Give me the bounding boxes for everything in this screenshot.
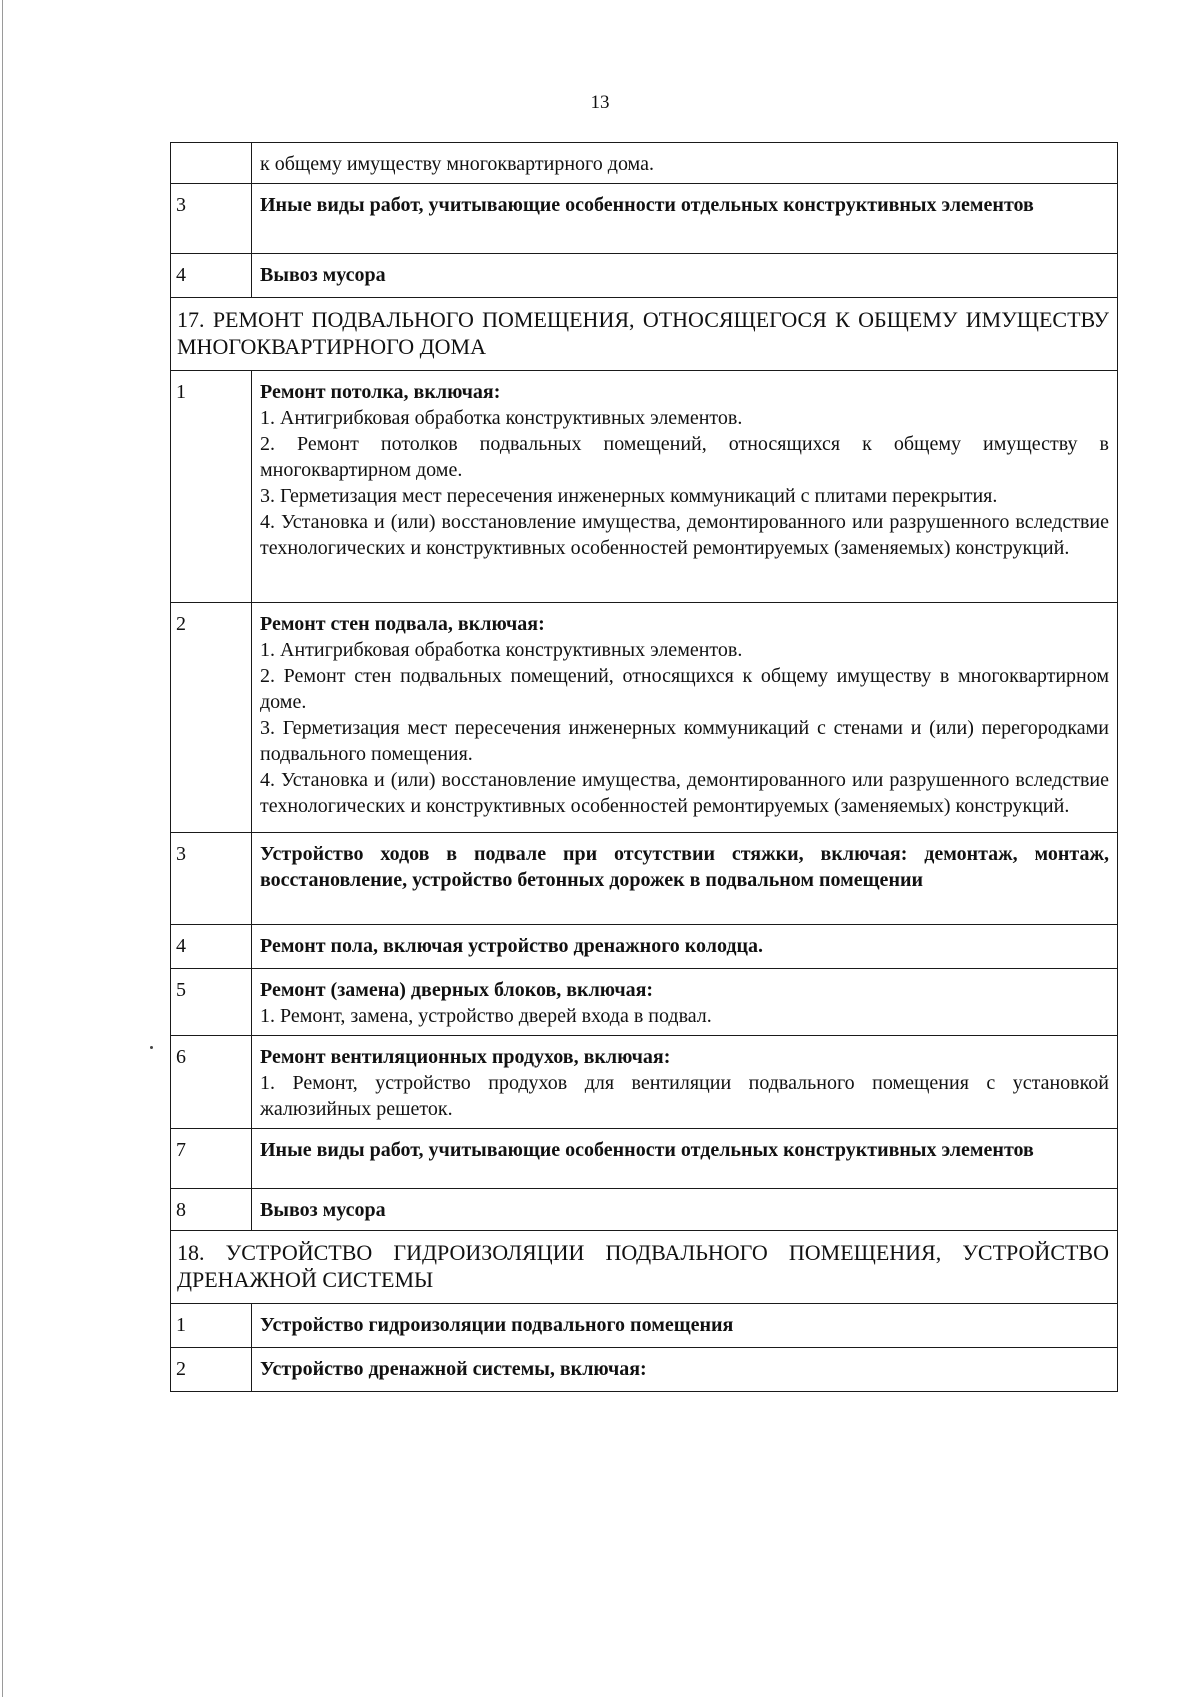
row-description — [252, 1129, 1118, 1189]
table-row — [171, 1348, 1118, 1392]
row-description — [252, 143, 1118, 184]
row-number: 3 — [171, 184, 252, 254]
work-title: Устройство гидроизоляции подвального помещения — [260, 1314, 734, 1336]
work-title: Вывоз мусора — [260, 264, 386, 286]
work-title: Устройство дренажной системы, включая: — [260, 1358, 647, 1380]
table-row — [171, 254, 1118, 298]
section-header-row — [171, 298, 1118, 371]
row-number: 8 — [171, 1189, 252, 1231]
row-description — [252, 603, 1118, 833]
row-number: 1 — [171, 371, 252, 603]
work-title: Ремонт потолка, включая: — [260, 381, 501, 403]
work-item: 1. Антигрибковая обработка конструктивных элементов. — [260, 639, 743, 661]
row-description — [252, 1036, 1118, 1129]
works-table-body — [171, 143, 1118, 1392]
row-description — [252, 1348, 1118, 1392]
table-row — [171, 184, 1118, 254]
row-description — [252, 254, 1118, 298]
table-row — [171, 925, 1118, 969]
section-title: 18. УСТРОЙСТВО ГИДРОИЗОЛЯЦИИ ПОДВАЛЬНОГО ПОМЕЩЕНИЯ, УСТРОЙСТВО ДРЕНАЖНОЙ СИСТЕМЫ — [171, 1231, 1118, 1304]
page-number: 13 — [590, 92, 610, 113]
row-number: 2 — [171, 1348, 252, 1392]
table-row — [171, 833, 1118, 925]
row-description — [252, 969, 1118, 1036]
work-item: 1. Ремонт, замена, устройство дверей входа в подвал. — [260, 1005, 712, 1027]
work-item: 2. Ремонт стен подвальных помещений, относящихся к общему имуществу в многоквартирном доме. — [260, 665, 1109, 713]
work-item: 1. Антигрибковая обработка конструктивных элементов. — [260, 407, 743, 429]
work-title: Иные виды работ, учитывающие особенности отдельных конструктивных элементов — [260, 1139, 1034, 1161]
row-description — [252, 184, 1118, 254]
table-row — [171, 1129, 1118, 1189]
work-title: Вывоз мусора — [260, 1199, 386, 1221]
table-row — [171, 969, 1118, 1036]
work-title: Иные виды работ, учитывающие особенности отдельных конструктивных элементов — [260, 194, 1034, 216]
row-description — [252, 1189, 1118, 1231]
work-item: 4. Установка и (или) восстановление имущества, демонтированного или разрушенного вследствие технологических и конструктивных особенностей ремонтируемых (заменяемых) конструкций. — [260, 511, 1109, 559]
table-row — [171, 1189, 1118, 1231]
row-description — [252, 1304, 1118, 1348]
work-item: 4. Установка и (или) восстановление имущества, демонтированного или разрушенного вследствие технологических и конструктивных особенностей ремонтируемых (заменяемых) конструкций. — [260, 769, 1109, 817]
row-number — [171, 143, 252, 184]
work-title: Ремонт пола, включая устройство дренажного колодца. — [260, 935, 764, 957]
table-row — [171, 1304, 1118, 1348]
row-number: 3 — [171, 833, 252, 925]
work-title: Ремонт (замена) дверных блоков, включая: — [260, 979, 654, 1001]
row-number: 7 — [171, 1129, 252, 1189]
scan-edge-line — [2, 0, 3, 1697]
work-item: 3. Герметизация мест пересечения инженерных коммуникаций с стенами и (или) перегородками подвального помещения. — [260, 717, 1109, 765]
work-title: Ремонт стен подвала, включая: — [260, 613, 545, 635]
work-item: к общему имуществу многоквартирного дома. — [260, 153, 654, 175]
table-row — [171, 1036, 1118, 1129]
row-number: 2 — [171, 603, 252, 833]
works-table — [170, 142, 1118, 1392]
section-header-row — [171, 1231, 1118, 1304]
work-title: Устройство ходов в подвале при отсутствии стяжки, включая: демонтаж, монтаж, восстановление, устройство бетонных дорожек в подвальном помещении — [260, 843, 1109, 891]
row-description — [252, 925, 1118, 969]
work-item: 3. Герметизация мест пересечения инженерных коммуникаций с плитами перекрытия. — [260, 485, 998, 507]
row-number: 1 — [171, 1304, 252, 1348]
row-number: 6 — [171, 1036, 252, 1129]
section-title: 17. РЕМОНТ ПОДВАЛЬНОГО ПОМЕЩЕНИЯ, ОТНОСЯЩЕГОСЯ К ОБЩЕМУ ИМУЩЕСТВУ МНОГОКВАРТИРНОГО ДОМА — [171, 298, 1118, 371]
row-number: 4 — [171, 925, 252, 969]
row-description — [252, 371, 1118, 603]
scan-speck — [150, 1046, 153, 1049]
table-row — [171, 371, 1118, 603]
work-item: 1. Ремонт, устройство продухов для вентиляции подвального помещения с установкой жалюзийных решеток. — [260, 1072, 1109, 1120]
table-row — [171, 143, 1118, 184]
table-row — [171, 603, 1118, 833]
work-title: Ремонт вентиляционных продухов, включая: — [260, 1046, 671, 1068]
row-number: 4 — [171, 254, 252, 298]
work-item: 2. Ремонт потолков подвальных помещений, относящихся к общему имуществу в многоквартирном доме. — [260, 433, 1109, 481]
row-description — [252, 833, 1118, 925]
row-number: 5 — [171, 969, 252, 1036]
